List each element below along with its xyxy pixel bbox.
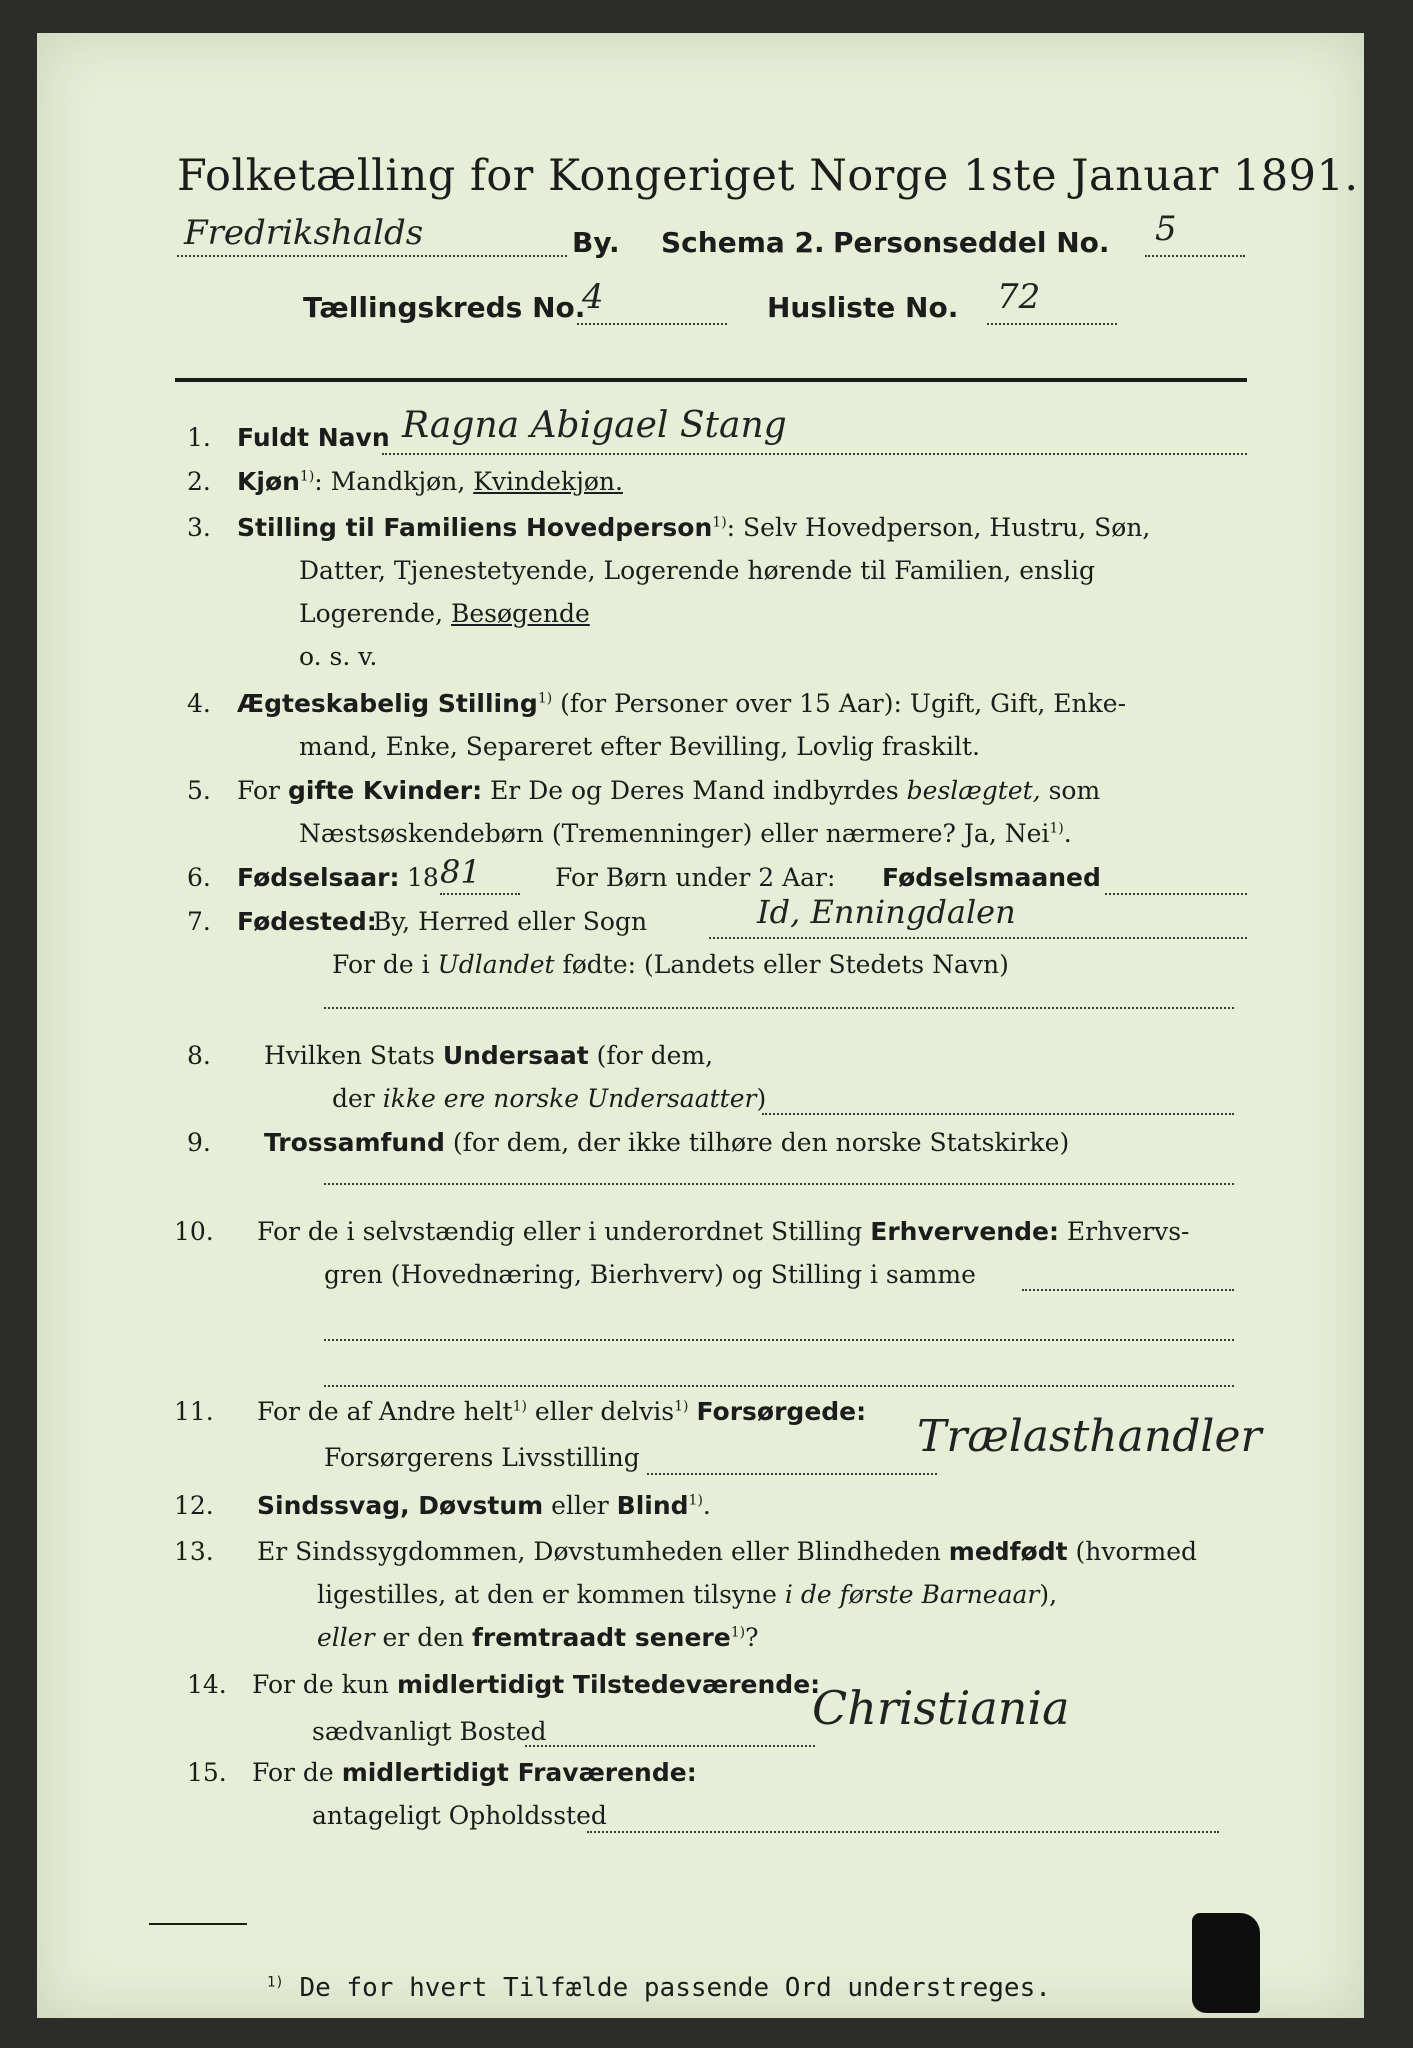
q10-line1: For de i selvstændig eller i underordnet Stilling Erhvervende: Erhvervs-	[257, 1217, 1190, 1246]
census-form-sheet: Folketælling for Kongeriget Norge 1ste Januar 1891. Fredrikshalds By. Schema 2. Personseddel No. 5 Tællingskreds No. 4 Husliste No. 72 1. Fuldt Navn Ragna Abigael Stang 2. Kjøn$^{1)}$: Mandkjøn, Kvindekjøn. 3. Stilling til Familiens Hovedperson$^{1)}$: Selv Hovedperson, Hustru, Søn, Datter, Tjenestetyende, Logerende hørende til Familien, enslig Logerende, Besøgende o. s. v. 4. Ægteskabelig Stilling$^{1)}$ (for Personer over 15 Aar): Ugift, Gift, Enke- mand, Enke, Separeret efter Bevilling, Lovlig fraskilt. 5. For gifte Kvinder: Er De og Deres Mand indbyrdes beslægtet, som Næstsøskendebørn (Tremenninger) eller nærmere? Ja, Nei$^{1)}$. 6. Fødselsaar: 18 81 For Børn under 2 Aar: Fødselsmaaned 7. Fødested: By, Herred eller Sogn Id, Enningdalen For de i Udlandet fødte: (Landets eller Stedets Navn) 8. Hvilken Stats Undersaat (for dem, der ikke ere norske Undersaatter) 9. Trossamfund (for dem, der ikke tilhøre den norske Statskirke) 10. For de i selvstændig eller i underordnet Stilling Erhvervende: Erhvervs- gren (Hovednæring, Bierhverv) og Stilling i samme 11. For de af Andre helt$^{1)}$ eller delvis$^{1)}$ Forsørgede: Forsørgerens Livsstilling Trælasthandler 12. Sindssvag, Døvstum eller Blind$^{1)}$. 13. Er Sindssygdommen, Døvstumheden eller Blindheden medfødt (hvormed ligestilles, at den er kommen tilsyne i de første Barneaar), eller er den fremtraadt senere$^{1)}$? 14. For de kun midlertidigt Tilstedeværende: sædvanligt Bosted Christiania 15. For de midlertidigt Fraværende: antageligt Opholdssted $^{1)}$ De for hvert Tilfælde passende Ord understreges.	[37, 33, 1364, 2018]
taellingskreds-label: Tællingskreds No.	[303, 291, 586, 324]
q3-line1: Stilling til Familiens Hovedperson$^{1)}$: Selv Hovedperson, Hustru, Søn,	[237, 513, 1151, 542]
q14-line1: For de kun midlertidigt Tilstedeværende:	[252, 1670, 821, 1699]
q1-answer-name: Ragna Abigael Stang	[402, 405, 787, 446]
q5-line1: For gifte Kvinder: Er De og Deres Mand indbyrdes beslægtet, som	[237, 776, 1101, 805]
footnote: $^{1)}$ De for hvert Tilfælde passende Ord understreges.	[267, 1973, 1051, 2003]
husliste-label: Husliste No.	[767, 291, 959, 324]
q2-underlined-answer: Kvindekjøn.	[473, 467, 623, 496]
q3-underlined-answer: Besøgende	[451, 599, 590, 628]
q1-label: Fuldt Navn	[237, 423, 390, 452]
q11-provider-occupation-handwritten: Trælasthandler	[917, 1411, 1262, 1462]
q15-line1: For de midlertidigt Fraværende:	[252, 1758, 697, 1787]
q2-line: Kjøn$^{1)}$: Mandkjøn, Kvindekjøn.	[237, 467, 623, 496]
q9-line: Trossamfund (for dem, der ikke tilhøre den norske Statskirke)	[264, 1128, 1070, 1157]
q6-birth-year-handwritten: 81	[440, 853, 481, 891]
q3-line3: Logerende, Besøgende	[299, 599, 590, 628]
personseddel-value: 5	[1155, 209, 1177, 249]
personseddel-label: Personseddel No.	[833, 226, 1110, 259]
q8-line1: Hvilken Stats Undersaat (for dem,	[264, 1041, 714, 1070]
q4-line1: Ægteskabelig Stilling$^{1)}$ (for Personer over 15 Aar): Ugift, Gift, Enke-	[237, 689, 1127, 718]
q11-line1: For de af Andre helt$^{1)}$ eller delvis$^{1)}$ Forsørgede:	[257, 1397, 867, 1426]
q14-residence-handwritten: Christiania	[812, 1681, 1070, 1735]
schema-label: Schema 2.	[661, 226, 825, 259]
q7-line2: For de i Udlandet fødte: (Landets eller Stedets Navn)	[332, 950, 1009, 979]
q8-line2: der ikke ere norske Undersaatter)	[332, 1084, 767, 1113]
husliste-value: 72	[997, 277, 1041, 317]
taellingskreds-value: 4	[582, 277, 604, 317]
ink-stain	[1192, 1913, 1260, 2013]
header-rule	[175, 378, 1247, 382]
form-title: Folketælling for Kongeriget Norge 1ste Januar 1891.	[177, 151, 1359, 201]
q13-line2: ligestilles, at den er kommen tilsyne i de første Barneaar),	[317, 1580, 1058, 1609]
q12-line: Sindssvag, Døvstum eller Blind$^{1)}$.	[257, 1491, 711, 1520]
by-label: By.	[572, 226, 620, 259]
q7-birthplace-handwritten: Id, Enningdalen	[757, 893, 1016, 931]
q5-line2: Næstsøskendebørn (Tremenninger) eller nærmere? Ja, Nei$^{1)}$.	[299, 819, 1072, 848]
q13-line3: eller er den fremtraadt senere$^{1)}$?	[317, 1623, 759, 1652]
q13-line1: Er Sindssygdommen, Døvstumheden eller Blindheden medfødt (hvormed	[257, 1537, 1198, 1566]
q3-line2: Datter, Tjenestetyende, Logerende hørende til Familien, enslig	[299, 556, 1096, 585]
footnote-rule	[149, 1923, 247, 1925]
town-handwritten: Fredrikshalds	[184, 213, 424, 253]
